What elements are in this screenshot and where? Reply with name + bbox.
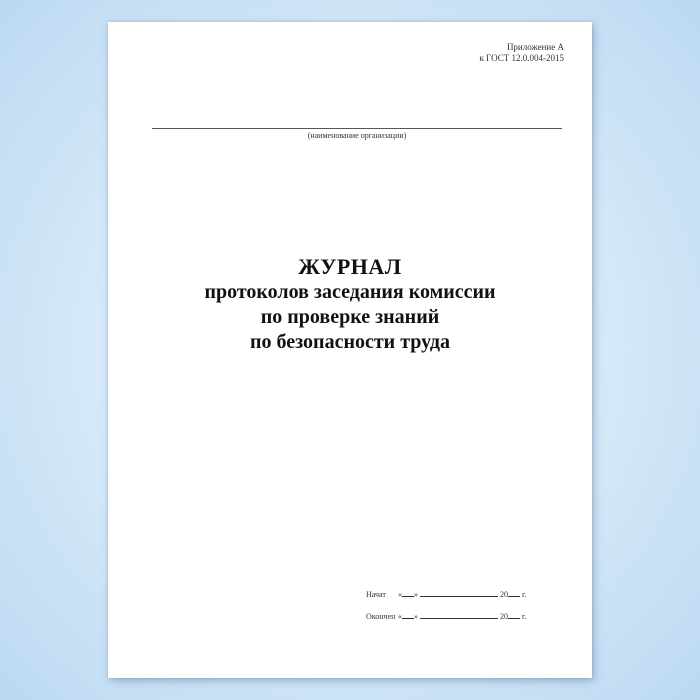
organization-name-line (152, 128, 562, 129)
quote-close: » (414, 590, 418, 599)
organization-name-caption: (наименование организации) (307, 131, 407, 140)
appendix-label: Приложение А (506, 42, 564, 52)
day-blank (402, 588, 414, 597)
title-line-2: по проверке знаний (260, 306, 440, 328)
day-blank (402, 610, 414, 619)
title-main: ЖУРНАЛ (298, 254, 402, 279)
quote-open: « (398, 590, 402, 599)
title-line-1: протоколов заседания комиссии (204, 281, 496, 303)
journal-title (108, 254, 592, 355)
month-blank (420, 610, 498, 619)
started-date-row (366, 588, 526, 610)
journal-dates (366, 588, 526, 632)
month-blank (420, 588, 498, 597)
started-label: Начат (366, 590, 386, 599)
year-prefix: 20 (500, 590, 508, 599)
year-suffix: г. (522, 590, 527, 599)
ended-label: Окончен (366, 612, 396, 621)
quote-close: » (414, 612, 418, 621)
ended-date-row (366, 610, 526, 632)
year-prefix: 20 (500, 612, 508, 621)
journal-cover-page (108, 22, 592, 678)
year-blank (508, 610, 520, 619)
year-blank (508, 588, 520, 597)
quote-open: « (398, 612, 402, 621)
title-line-3: по безопасности труда (250, 331, 450, 353)
gost-reference: к ГОСТ 12.0.004-2015 (479, 53, 564, 63)
appendix-reference (480, 42, 564, 64)
year-suffix: г. (522, 612, 527, 621)
